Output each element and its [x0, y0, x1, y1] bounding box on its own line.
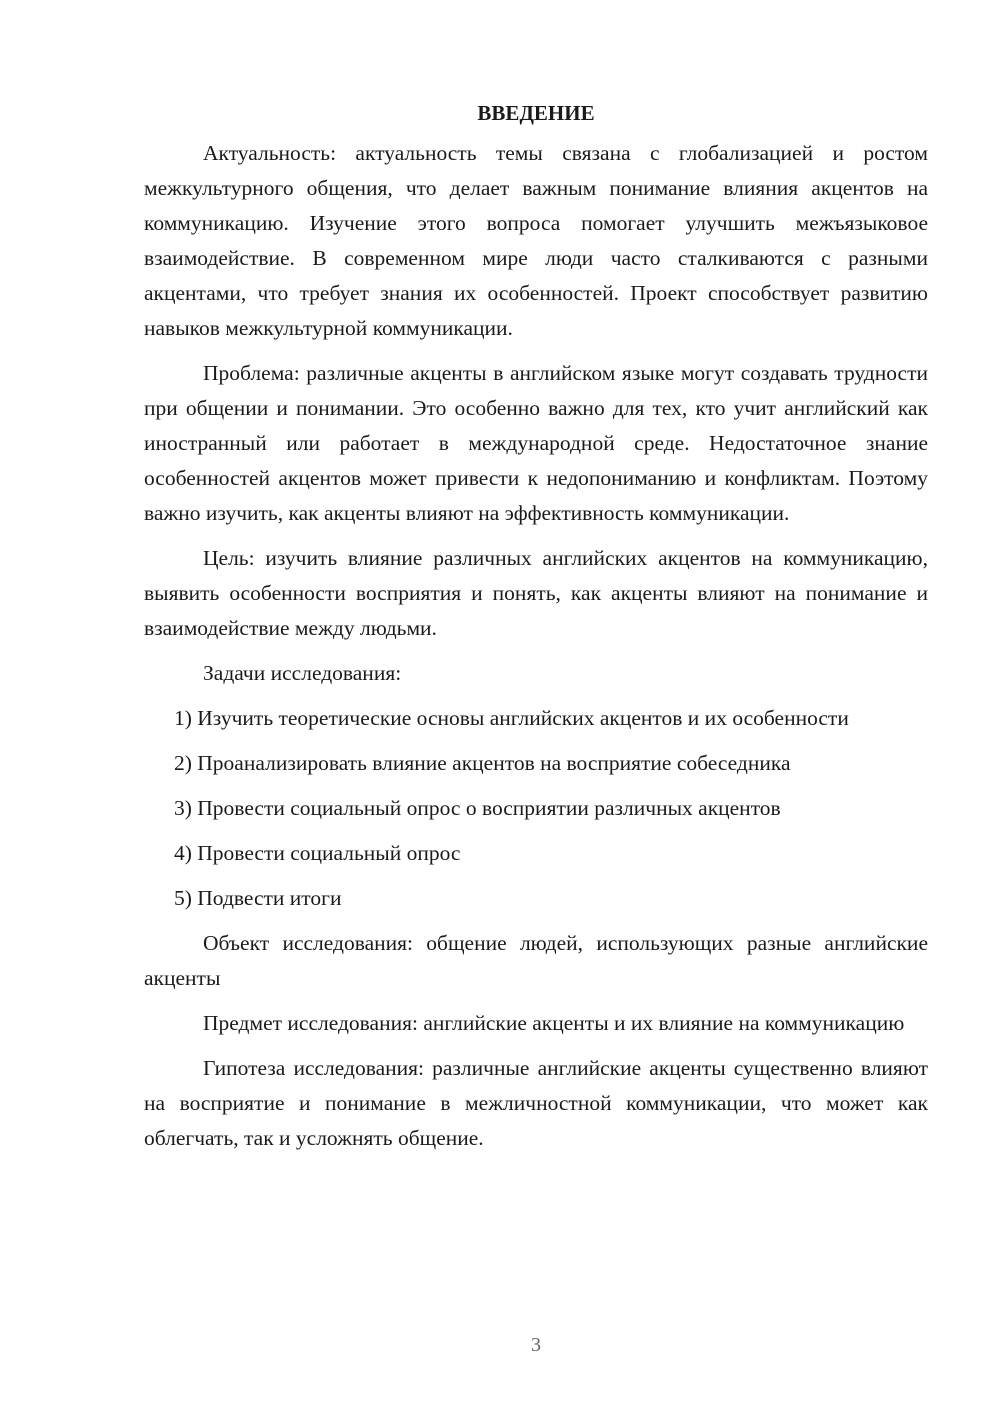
- paragraph-goal: Цель: изучить влияние различных английских акцентов на коммуникацию, выявить особенности восприятия и понять, как акценты влияют на понимание и взаимодействие между людьми.: [144, 546, 928, 640]
- task-item-1: 1) Изучить теоретические основы английских акцентов и их особенности: [174, 706, 849, 730]
- tasks-heading: Задачи исследования:: [203, 661, 402, 685]
- paragraph-hypothesis: Гипотеза исследования: различные английские акценты существенно влияют на восприятие и понимание в межличностной коммуникации, что может как облегчать, так и усложнять общение.: [144, 1056, 928, 1150]
- task-item-2: 2) Проанализировать влияние акцентов на восприятие собеседника: [174, 751, 791, 775]
- section-title: ВВЕДЕНИЕ: [477, 101, 595, 125]
- task-item-4: 4) Провести социальный опрос: [174, 841, 461, 865]
- page-number: 3: [531, 1334, 541, 1356]
- paragraph-object: Объект исследования: общение людей, использующих разные английские акценты: [144, 931, 928, 990]
- paragraph-problem: Проблема: различные акценты в английском языке могут создавать трудности при общении и понимании. Это особенно важно для тех, кто учит английский как иностранный или работает в международной среде. Недостаточное знание особенностей акцентов может привести к недопониманию и конфликтам. Поэтому важно изучить, как акценты влияют на эффективность коммуникации.: [144, 361, 928, 525]
- document-page: [144, 96, 928, 1166]
- task-item-3: 3) Провести социальный опрос о восприятии различных акцентов: [174, 796, 781, 820]
- paragraph-subject: Предмет исследования: английские акценты и их влияние на коммуникацию: [203, 1011, 905, 1035]
- paragraph-relevance: Актуальность: актуальность темы связана с глобализацией и ростом межкультурного общения, что делает важным понимание влияния акцентов на коммуникацию. Изучение этого вопроса помогает улучшить межъязыковое взаимодействие. В современном мире люди часто сталкиваются с разными акцентами, что требует знания их особенностей. Проект способствует развитию навыков межкультурной коммуникации.: [144, 141, 928, 340]
- task-item-5: 5) Подвести итоги: [174, 886, 342, 910]
